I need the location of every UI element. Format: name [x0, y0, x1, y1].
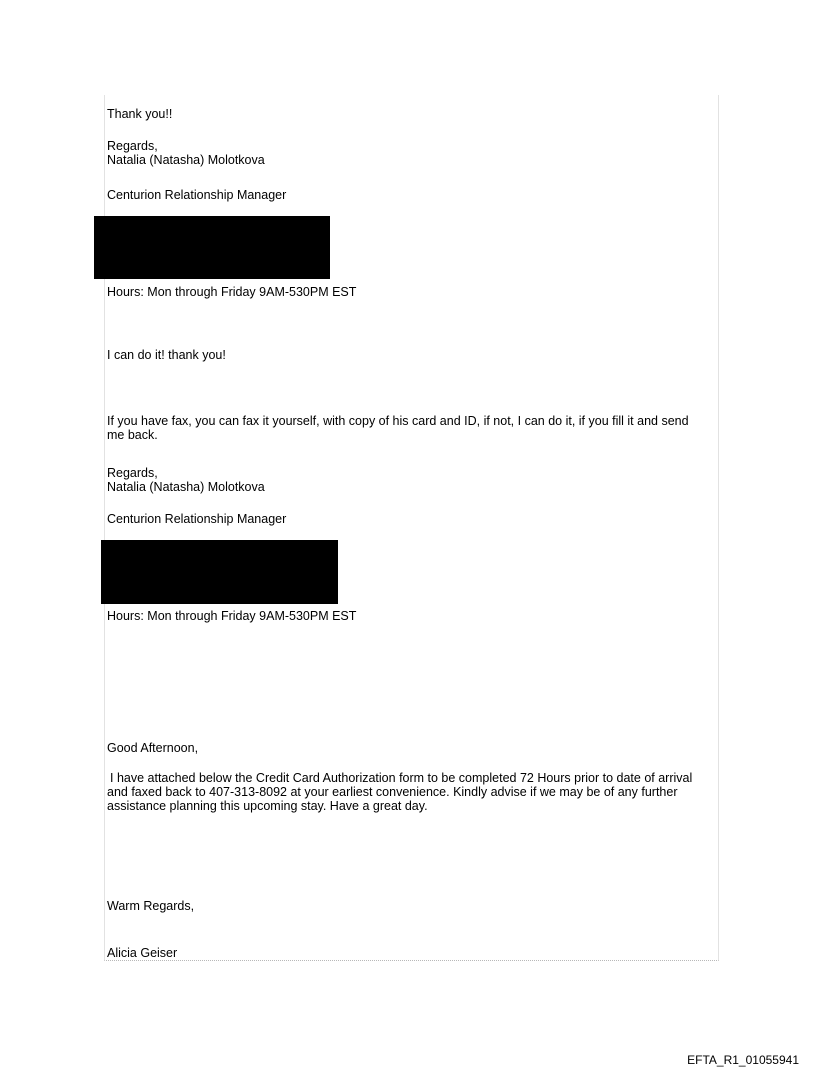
sender-name: Natalia (Natasha) Molotkova	[107, 153, 265, 167]
sender-title: Centurion Relationship Manager	[107, 512, 287, 526]
regards-line: Regards,	[107, 139, 158, 153]
reply-body: I can do it! thank you!	[107, 348, 226, 362]
sender-name: Natalia (Natasha) Molotkova	[107, 480, 265, 494]
redaction-block	[101, 540, 338, 604]
sender-name: Alicia Geiser	[107, 946, 178, 960]
hours-line: Hours: Mon through Friday 9AM-530PM EST	[107, 285, 357, 299]
authorization-message: I have attached below the Credit Card Authorization form to be completed 72 Hours prior to date of arrival and faxed back to 407-313-8092 at your earliest convenience. Kindly advise if we may be of any further assistance planning this upcoming stay. Have a great day.	[107, 771, 693, 813]
fax-instructions: If you have fax, you can fax it yourself, with copy of his card and ID, if not, I can do it, if you fill it and send me back.	[107, 414, 689, 442]
closing-line: Warm Regards,	[107, 899, 195, 913]
regards-line: Regards,	[107, 466, 158, 480]
document-id: EFTA_R1_01055941	[687, 1053, 799, 1067]
thanks-line: Thank you!!	[107, 107, 173, 121]
redaction-block	[94, 216, 330, 279]
hours-line: Hours: Mon through Friday 9AM-530PM EST	[107, 609, 357, 623]
greeting-line: Good Afternoon,	[107, 741, 199, 755]
sender-title: Centurion Relationship Manager	[107, 188, 287, 202]
